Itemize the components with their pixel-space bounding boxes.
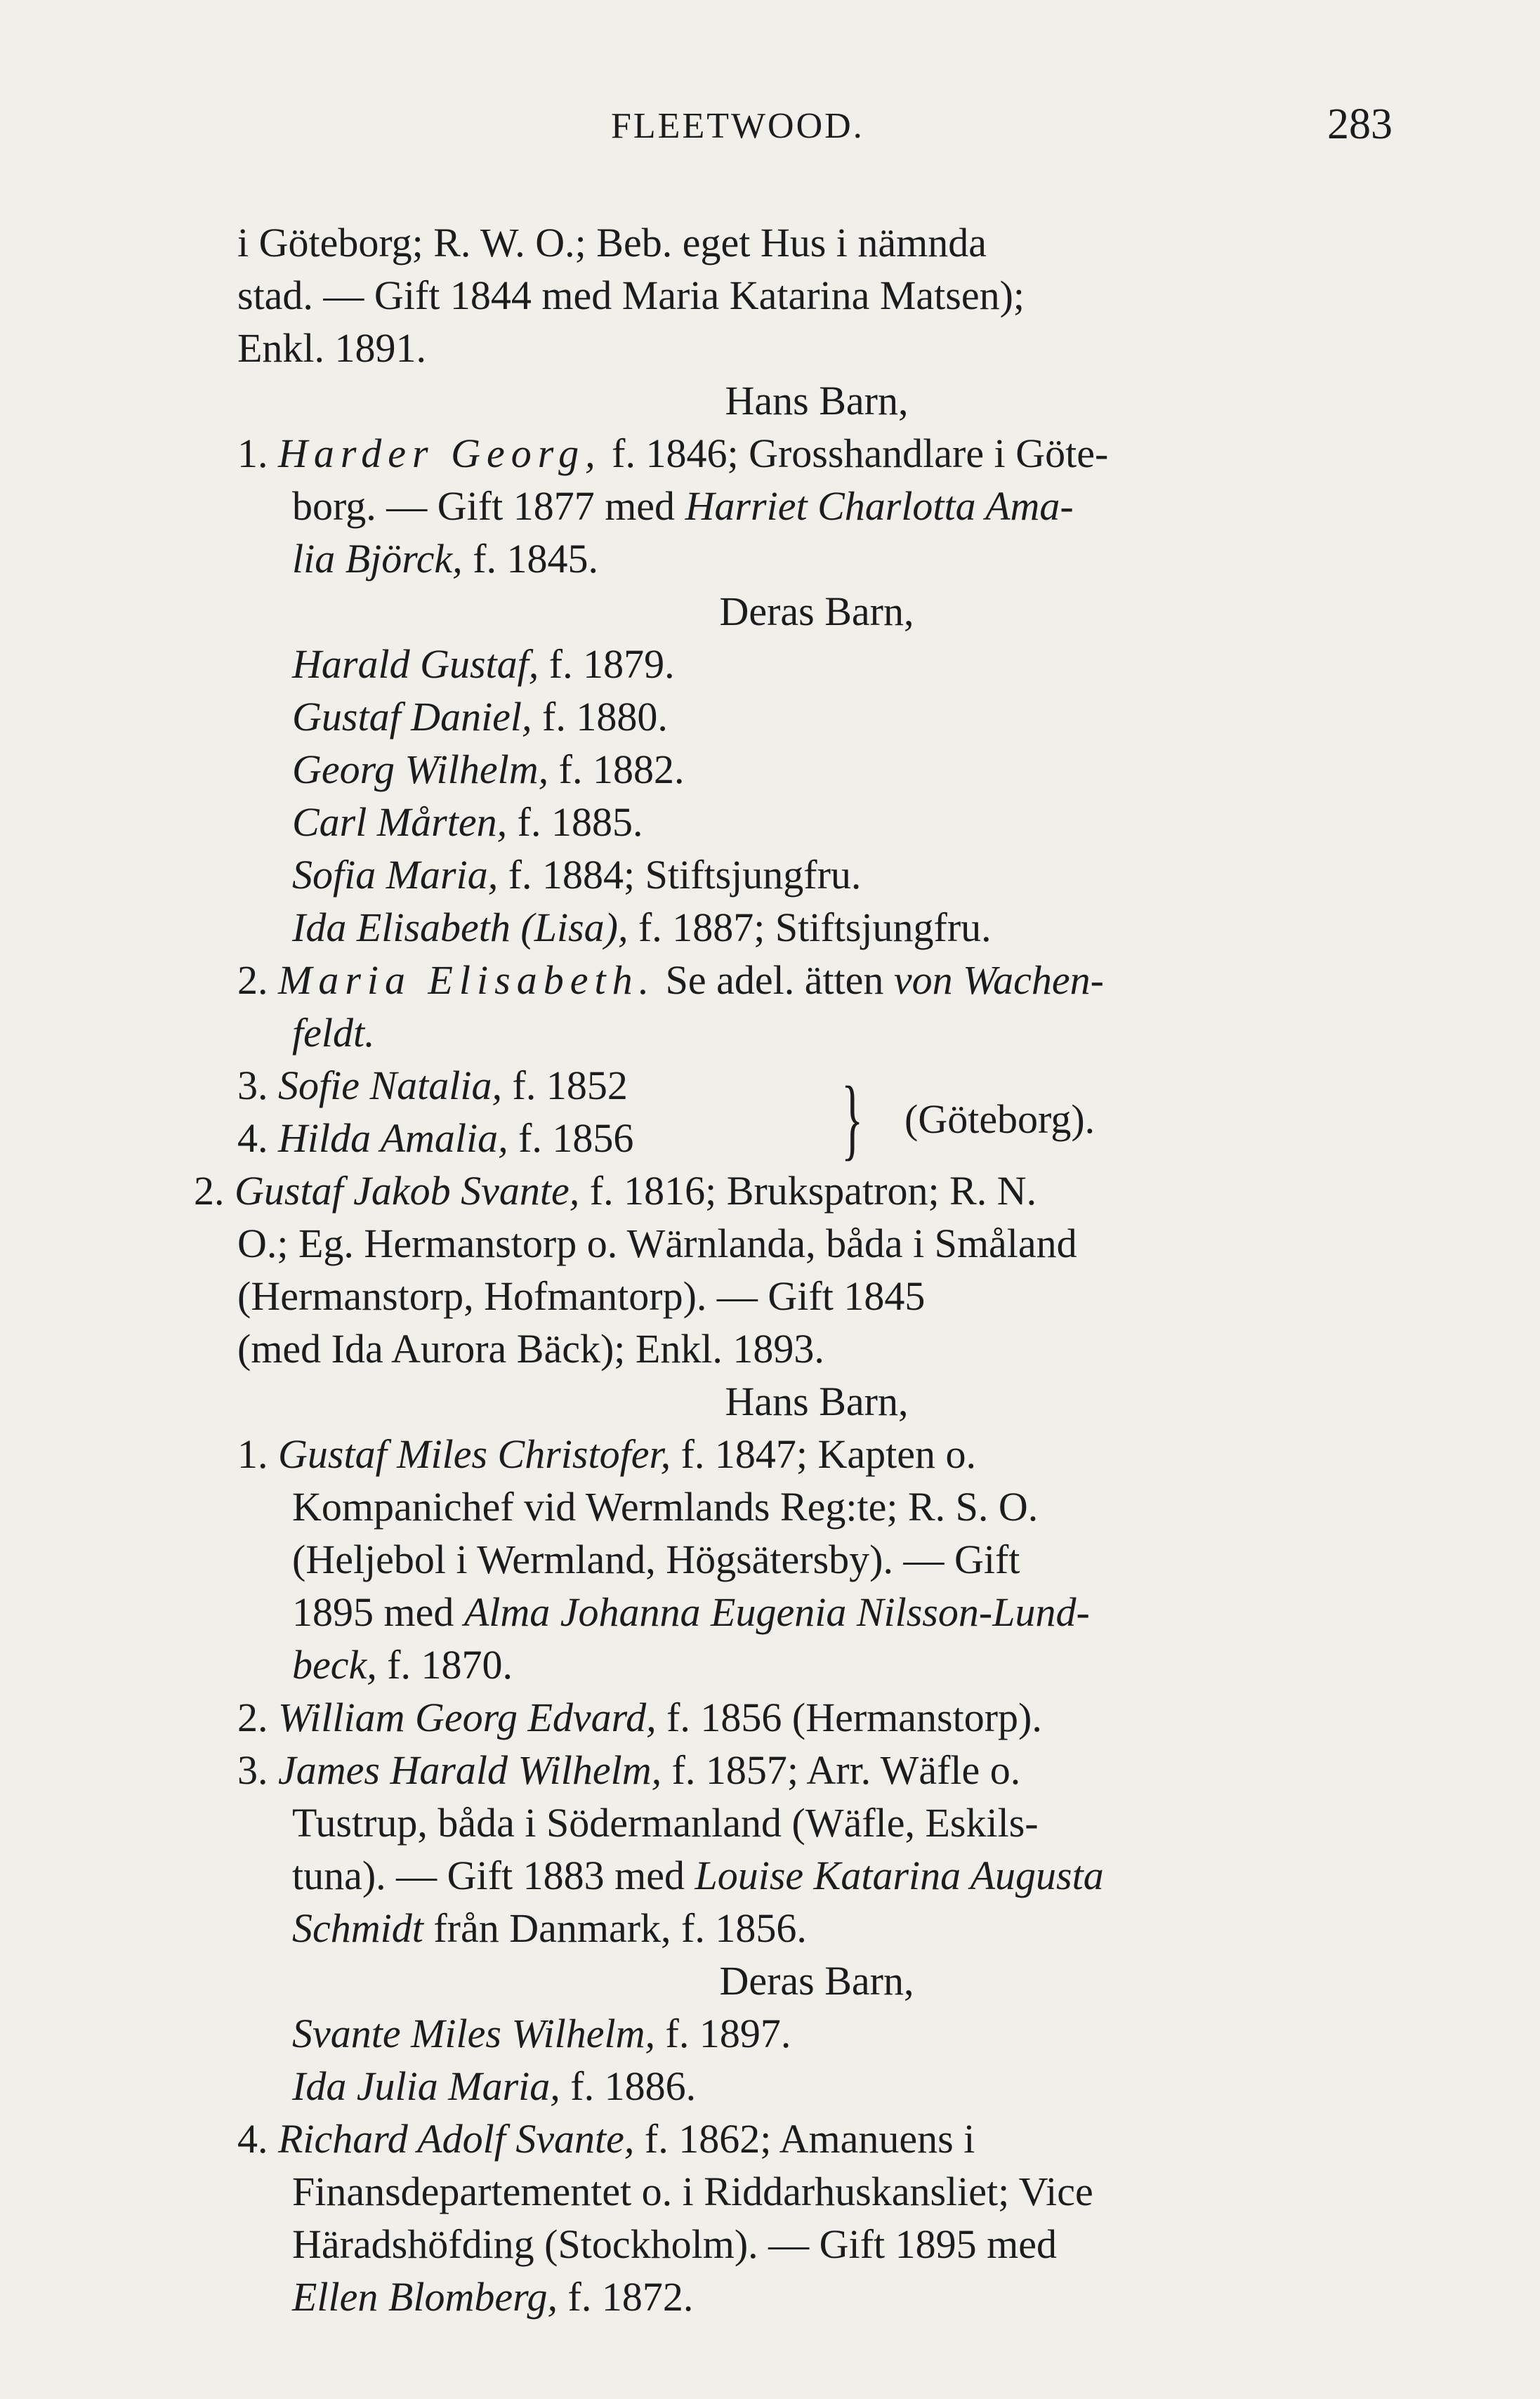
person-name: Louise Katarina Augusta: [695, 1853, 1104, 1898]
text-line: [237, 1217, 1396, 1270]
person-name: Harder Georg,: [278, 430, 602, 476]
text-line: [237, 2165, 1396, 2218]
line-text: (Hermanstorp, Hofmantorp). — Gift 1845: [237, 1273, 926, 1319]
person-name: Hilda Amalia,: [278, 1115, 508, 1161]
line-text: f. 1880.: [532, 694, 668, 740]
brace-glyph: }: [841, 1068, 864, 1169]
line-text: f. 1852: [502, 1063, 628, 1108]
text-line: [237, 480, 1396, 532]
line-text: Finansdepartementet o. i Riddarhuskansliet; Vice: [292, 2169, 1093, 2214]
line-text: tuna). — Gift 1883 med: [292, 1853, 695, 1898]
text-line: [237, 1902, 1396, 1954]
text-line: [237, 2007, 1396, 2060]
text-line: [237, 743, 1396, 796]
entry-number: 2.: [237, 1695, 278, 1740]
line-text: f. 1857; Arr. Wäfle o.: [662, 1747, 1021, 1793]
page-header: [239, 100, 1393, 162]
line-text: f. 1897.: [655, 2011, 791, 2056]
entry-number: 3.: [237, 1063, 278, 1108]
family-name: feldt.: [292, 1010, 375, 1056]
heading-text: Hans Barn,: [725, 378, 909, 423]
text-line: [237, 2270, 1396, 2323]
line-text: f. 1884; Stiftsjungfru.: [498, 852, 862, 898]
person-name: Sofia Maria,: [292, 852, 499, 898]
heading-text: Hans Barn,: [725, 1379, 909, 1424]
text-line: [237, 1428, 1396, 1480]
person-name: lia Björck,: [292, 536, 463, 581]
line-text: f. 1879.: [539, 641, 675, 687]
family-name: von Wachen-: [893, 957, 1104, 1003]
line-text: Se adel. ätten: [655, 957, 894, 1003]
section-heading: [237, 1375, 1396, 1428]
section-heading: [237, 374, 1396, 427]
text-line: [237, 2112, 1396, 2165]
text-line: [237, 1480, 1396, 1533]
text-line: [237, 1744, 1396, 1796]
text-line: [237, 1638, 1396, 1691]
text-line: [237, 532, 1396, 585]
person-name: William Georg Edvard,: [278, 1695, 657, 1740]
person-name: Ida Elisabeth (Lisa),: [292, 905, 628, 950]
entry-number: 1.: [237, 430, 278, 476]
section-heading: [237, 1954, 1396, 2007]
text-line: [237, 1586, 1396, 1638]
heading-text: Deras Barn,: [719, 589, 914, 634]
text-line: [194, 1164, 1396, 1217]
line-text: f. 1816; Brukspatron; R. N.: [579, 1168, 1037, 1214]
person-name: Harald Gustaf,: [292, 641, 539, 687]
text-line: [237, 954, 1396, 1006]
brace-note: (Göteborg).: [904, 1096, 1095, 1142]
line-text: f. 1845.: [462, 536, 599, 581]
line-text: f. 1847; Kapten o.: [671, 1431, 977, 1477]
entry-number: 3.: [237, 1747, 278, 1793]
person-name: Schmidt: [292, 1905, 423, 1951]
running-title: FLEETWOOD.: [611, 106, 864, 146]
person-name: Ida Julia Maria,: [292, 2063, 560, 2109]
page-number: 283: [1327, 100, 1393, 148]
entry-number: 4.: [237, 2116, 278, 2162]
text-line: [237, 1270, 1396, 1322]
heading-text: Deras Barn,: [719, 1958, 914, 2004]
person-name: Harriet Charlotta Ama-: [685, 483, 1074, 529]
person-name: Ellen Blomberg,: [292, 2274, 558, 2320]
person-name: Carl Mårten,: [292, 799, 508, 845]
line-text: Häradshöfding (Stockholm). — Gift 1895 med: [292, 2221, 1057, 2267]
line-text: O.; Eg. Hermanstorp o. Wärnlanda, båda i Småland: [237, 1221, 1077, 1266]
line-text: Kompanichef vid Wermlands Reg:te; R. S. O.: [292, 1484, 1039, 1530]
entry-number: 2.: [194, 1168, 235, 1214]
line-text: f. 1882.: [548, 747, 685, 792]
line-text: borg. — Gift 1877 med: [292, 483, 685, 529]
person-name: Georg Wilhelm,: [292, 747, 549, 792]
entry-number: 2.: [237, 957, 278, 1003]
text-line: [237, 427, 1396, 480]
text-line: [237, 1006, 1396, 1059]
text-line: [237, 269, 1396, 322]
text-line: [237, 901, 1396, 954]
text-line: [237, 1322, 1396, 1375]
line-text: Tustrup, båda i Södermanland (Wäfle, Eskils-: [292, 1800, 1039, 1846]
body-text: [194, 216, 1396, 2323]
entry-number: 4.: [237, 1115, 278, 1161]
person-name: beck,: [292, 1642, 377, 1688]
text-line: [237, 848, 1396, 901]
line-text: (Heljebol i Wermland, Högsätersby). — Gift: [292, 1537, 1020, 1582]
person-name: Alma Johanna Eugenia Nilsson-Lund-: [463, 1589, 1090, 1635]
line-text: stad. — Gift 1844 med Maria Katarina Matsen);: [237, 272, 1025, 318]
person-name: Gustaf Daniel,: [292, 694, 532, 740]
text-line: [237, 216, 1396, 269]
text-line: [237, 1059, 1396, 1112]
line-text: f. 1870.: [376, 1642, 513, 1688]
section-heading: [237, 585, 1396, 638]
line-text: (med Ida Aurora Bäck); Enkl. 1893.: [237, 1326, 824, 1372]
line-text: från Danmark, f. 1856.: [423, 1905, 807, 1951]
line-text: f. 1846; Grosshandlare i Göte-: [601, 430, 1109, 476]
line-text: f. 1886.: [560, 2063, 697, 2109]
text-line: [237, 2218, 1396, 2270]
brace-group: [237, 1059, 1396, 1169]
person-name: Sofie Natalia,: [278, 1063, 502, 1108]
text-line: [237, 1533, 1396, 1586]
person-name: Richard Adolf Svante,: [278, 2116, 635, 2162]
person-name: Gustaf Jakob Svante,: [235, 1168, 580, 1214]
text-line: [237, 1112, 1396, 1164]
person-name: James Harald Wilhelm,: [278, 1747, 662, 1793]
person-name: Maria Elisabeth.: [278, 957, 656, 1003]
line-text: Enkl. 1891.: [237, 325, 427, 371]
text-line: [237, 638, 1396, 690]
line-text: f. 1887; Stiftsjungfru.: [628, 905, 992, 950]
line-text: i Göteborg; R. W. O.; Beb. eget Hus i nämnda: [237, 220, 987, 265]
line-text: 1895 med: [292, 1589, 464, 1635]
text-line: [237, 322, 1396, 374]
line-text: f. 1856 (Hermanstorp).: [656, 1695, 1042, 1740]
text-line: [237, 1691, 1396, 1744]
line-text: f. 1862; Amanuens i: [634, 2116, 975, 2162]
line-text: f. 1885.: [507, 799, 643, 845]
person-name: Gustaf Miles Christofer,: [278, 1431, 671, 1477]
text-line: [237, 1849, 1396, 1902]
text-line: [237, 690, 1396, 743]
text-line: [237, 796, 1396, 848]
text-line: [237, 1796, 1396, 1849]
text-line: [237, 2060, 1396, 2112]
entry-number: 1.: [237, 1431, 278, 1477]
line-text: f. 1872.: [558, 2274, 694, 2320]
line-text: f. 1856: [508, 1115, 634, 1161]
person-name: Svante Miles Wilhelm,: [292, 2011, 656, 2056]
